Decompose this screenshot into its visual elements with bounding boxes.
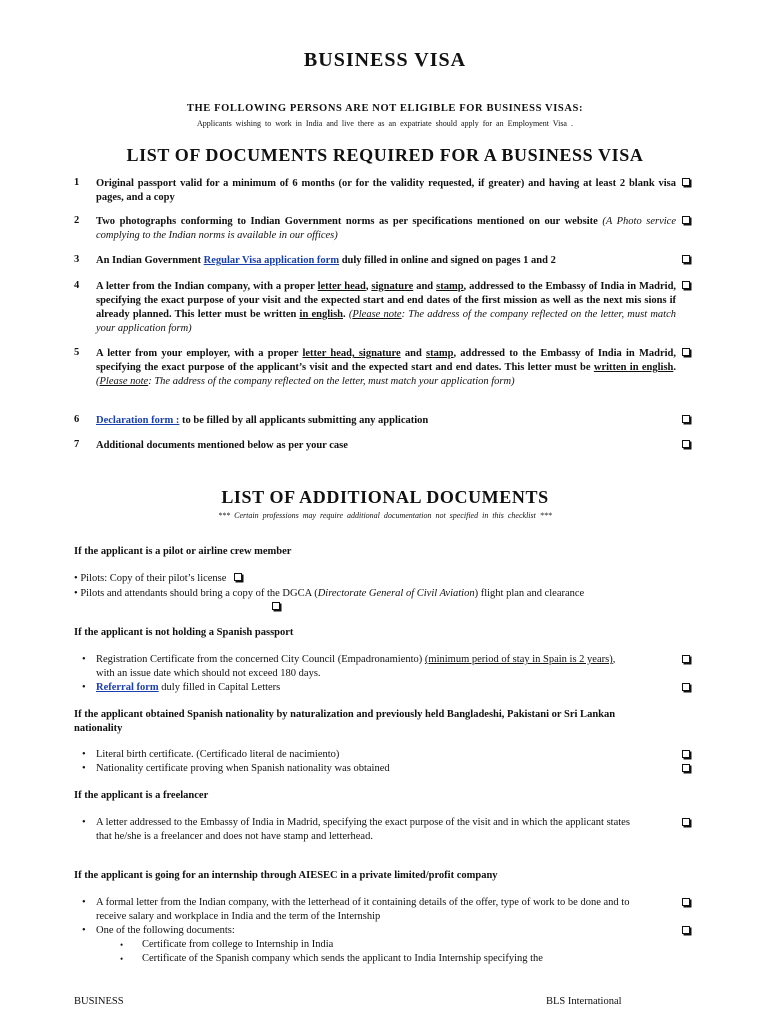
checkbox[interactable]	[682, 655, 690, 663]
item-number: 6	[74, 414, 80, 425]
checkbox[interactable]	[682, 415, 690, 423]
underlined-text: (minimum period of stay in Spain is 2 years)	[424, 654, 613, 665]
checkbox[interactable]	[682, 281, 690, 289]
pilot-dgca-line: • Pilots and attendants should bring a copy of the DGCA (Directorate General of Civil Aviation) flight plan and clearance	[74, 588, 585, 599]
list-item: • A letter addressed to the Embassy of India in Madrid, specifying the exact purpose of the visit and in which the applicant states that he/she is a freelancer and does not have stamp and letterhead.	[78, 816, 638, 844]
list-item: • A formal letter from the Indian company, with the letterhead of it containing details of the offer, type of work to be done and to receive salary and workplace in India and the term of the Internship	[78, 896, 638, 924]
freelancer-heading: If the applicant is a freelancer	[74, 790, 209, 801]
item-text: and	[404, 348, 422, 359]
item-text: , addressed to the Embassy of India in Madrid, specifying the exact purpose of the applicant’s visit and the expected start and end dates. This letter must be	[96, 348, 677, 373]
item-text: and	[416, 281, 434, 292]
pilot-section-heading: If the applicant is a pilot or airline crew member	[74, 546, 292, 557]
naturalized-list	[78, 748, 638, 776]
underlined-text: in english	[299, 309, 343, 320]
checkbox[interactable]	[682, 348, 690, 356]
pilot-license-line: • Pilots: Copy of their pilot’s license	[74, 572, 650, 586]
checkbox[interactable]	[682, 255, 690, 263]
note-label: Please note	[99, 376, 149, 387]
checkbox[interactable]	[682, 440, 690, 448]
non-spanish-list	[78, 653, 624, 695]
document-item-4: A letter from the Indian company, with a proper letter head, signature and stamp, addressed to the Embassy of India in Madrid, specifying the exact purpose of your visit and the expected start and end dates of the first mission as well as the next mis sions if already planned. This letter must be written in english. (Please note: The address of the company reflected on the letter, must match your application form)	[96, 281, 677, 334]
sub-list-item: • Certificate of the Spanish company which sends the applicant to India Internship specifying the	[78, 952, 638, 966]
item-text: ) flight plan and clearance	[474, 588, 585, 599]
underlined-text: signature	[371, 281, 414, 292]
document-item-3	[96, 254, 676, 268]
checkbox[interactable]	[682, 898, 690, 906]
checkbox[interactable]	[682, 178, 690, 186]
item-text: Registration Certificate from the concerned City Council (Empadronamiento)	[96, 654, 423, 665]
list-item: • One of the following documents:	[78, 924, 638, 938]
underlined-text: letter head	[317, 281, 366, 292]
checkbox[interactable]	[682, 216, 690, 224]
not-eligible-heading: THE FOLLOWING PERSONS ARE NOT ELIGIBLE FOR BUSINESS VISAS:	[186, 103, 584, 114]
item-text: duly filled in online and signed on pages 1 and 2	[341, 255, 556, 266]
document-item-6	[96, 414, 676, 428]
item-number: 3	[74, 254, 80, 265]
item-text: to be filled by all applicants submitting any application	[182, 415, 429, 426]
declaration-form-link[interactable]: Declaration form :	[96, 415, 180, 426]
note-text: : The address of the company reflected on the letter, must match your application form)	[148, 376, 515, 387]
regular-visa-application-form-link[interactable]: Regular Visa application form	[203, 255, 340, 266]
checkbox[interactable]	[272, 602, 280, 610]
underlined-text: letter head, signature	[302, 348, 401, 359]
footer-right: BLS International	[546, 996, 622, 1007]
additional-note: *** Certain professions may require additional documentation not specified in this checklist ***	[218, 511, 552, 520]
checkbox[interactable]	[682, 683, 690, 691]
item-number: 7	[74, 439, 80, 450]
item-text: duly filled in Capital Letters	[161, 682, 281, 693]
item-number: 1	[74, 177, 80, 188]
item-text: Two photographs conforming to Indian Government norms as per specifications mentioned on our website	[96, 216, 598, 227]
not-eligible-note: Applicants wishing to work in India and live there as an expatriate should apply for an Employment Visa .	[197, 119, 573, 128]
document-item-5: A letter from your employer, with a proper letter head, signature and stamp, addressed to the Embassy of India in Madrid, specifying the exact purpose of the applicant’s visit and the expected start and end dates. This letter must be written in english. (Please note: The address of the company reflected on the letter, must match your application form)	[96, 348, 677, 387]
document-item-2	[96, 215, 676, 243]
underlined-text: stamp	[436, 281, 464, 292]
checkbox[interactable]	[234, 573, 242, 581]
referral-form-link[interactable]: Referral form	[96, 682, 159, 693]
document-item-7: Additional documents mentioned below as per your case	[96, 440, 348, 451]
documents-heading: LIST OF DOCUMENTS REQUIRED FOR A BUSINESS VISA	[126, 145, 644, 165]
checkbox[interactable]	[682, 764, 690, 772]
note-text: : The address of the company reflected on the letter, must match your application form)	[96, 309, 676, 334]
naturalized-heading: If the applicant obtained Spanish nationality by naturalization and previously held Bangladeshi, Pakistani or Sri Lankan nationality	[74, 709, 616, 734]
freelancer-list	[78, 816, 638, 844]
sub-list-item: • Certificate from college to Internship in India	[78, 938, 638, 952]
item-text: A letter from the Indian company, with a proper	[96, 281, 315, 292]
internship-heading: If the applicant is going for an internship through AIESEC in a private limited/profit company	[74, 870, 498, 881]
checkbox[interactable]	[682, 926, 690, 934]
item-text: , with an issue date which should not exceed 180 days.	[96, 654, 616, 679]
internship-list	[78, 896, 638, 966]
additional-heading: LIST OF ADDITIONAL DOCUMENTS	[221, 487, 549, 507]
checkbox[interactable]	[682, 818, 690, 826]
item-text: A letter from your employer, with a proper	[96, 348, 299, 359]
item-text: , addressed to the Embassy of India in Madrid, specifying the exact purpose of your visit and the expected start and end dates of the first mission as well as the next mis sions if already planned. This letter must be written	[96, 281, 677, 320]
list-item: • Nationality certificate proving when Spanish nationality was obtained	[78, 762, 638, 776]
document-item-1: Original passport valid for a minimum of 6 months (or for the validity requested, if greater) and having at least 2 blank visa pages, and a copy	[96, 178, 676, 203]
page-title: BUSINESS VISA	[303, 49, 467, 71]
underlined-text: written in english	[593, 362, 674, 373]
item-text: An Indian Government	[96, 255, 202, 266]
list-item	[78, 653, 624, 681]
non-spanish-heading: If the applicant is not holding a Spanish passport	[74, 627, 294, 638]
item-number: 4	[74, 280, 80, 291]
underlined-text: stamp	[426, 348, 454, 359]
italic-text: Directorate General of Civil Aviation	[317, 588, 475, 599]
note-label: Please note	[352, 309, 402, 320]
list-item	[78, 681, 624, 695]
footer-left: BUSINESS	[74, 996, 124, 1007]
item-number: 2	[74, 215, 80, 226]
item-italic-note: (A Photo service complying to the Indian norms is available in our offices)	[96, 216, 676, 241]
item-number: 5	[74, 347, 80, 358]
item-text: Pilots and attendants should bring a copy of the DGCA (	[80, 588, 318, 599]
checkbox[interactable]	[682, 750, 690, 758]
list-item: • Literal birth certificate. (Certificado literal de nacimiento)	[78, 748, 638, 762]
item-text: Pilots: Copy of their pilot’s license	[80, 573, 227, 584]
